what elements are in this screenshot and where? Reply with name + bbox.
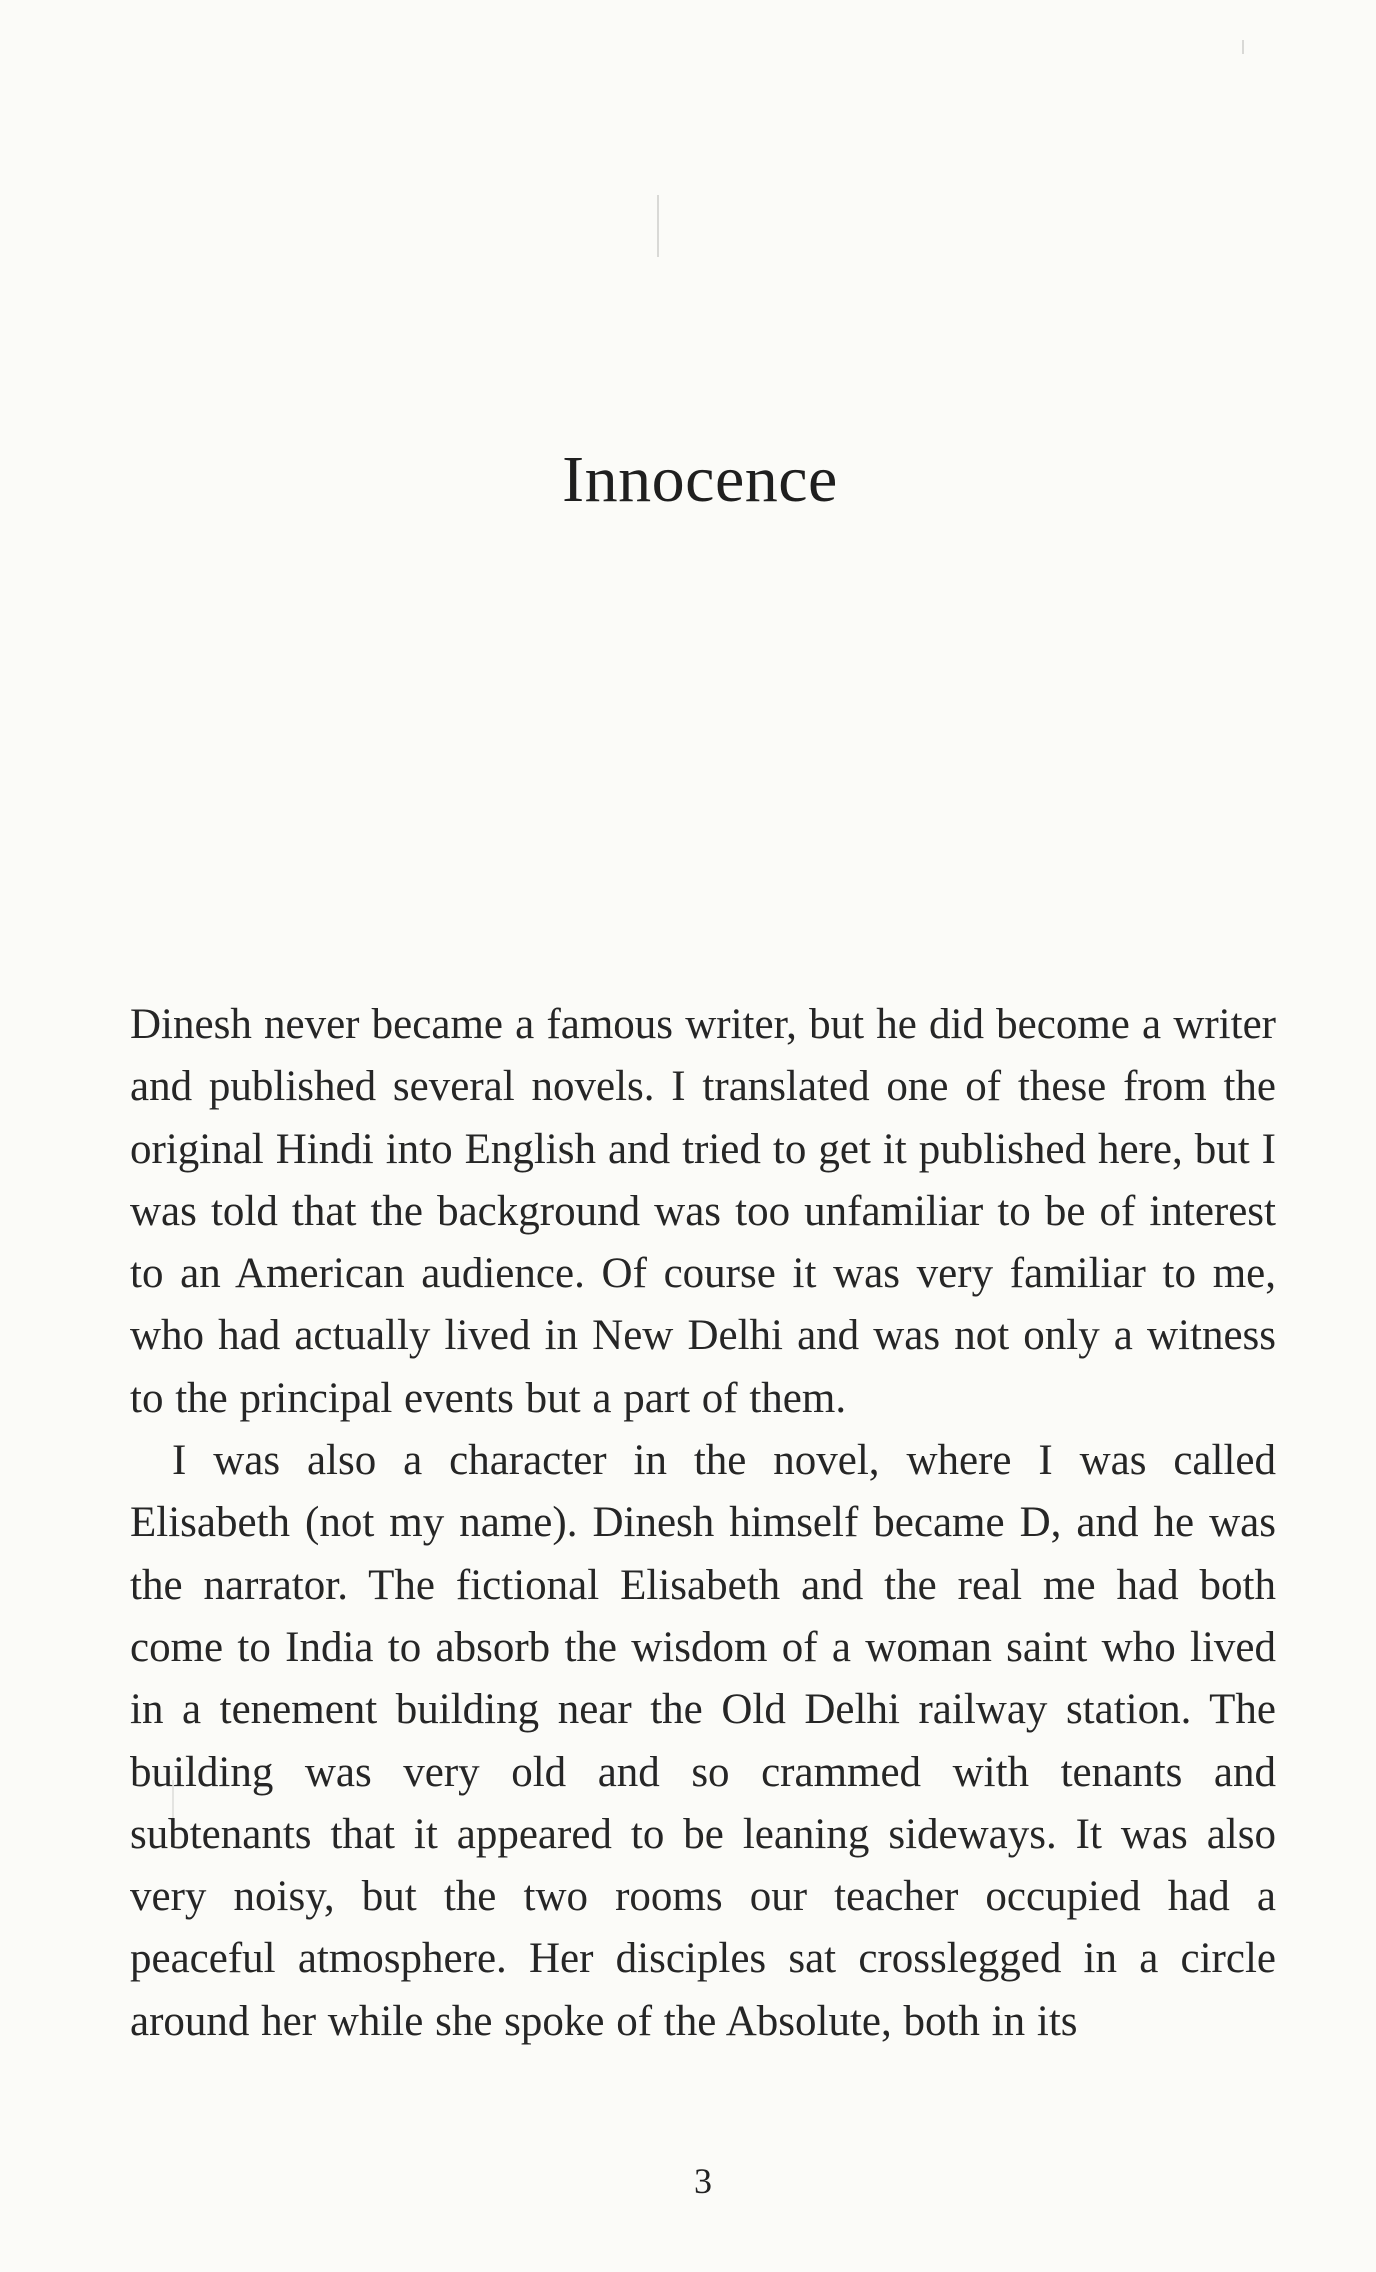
scan-artifact xyxy=(1242,40,1244,54)
chapter-body xyxy=(130,994,1276,2053)
paragraph: I was also a character in the novel, where I was called Elisabeth (not my name). Dinesh himself became D, and he was the narrator. The fictional Elisabeth and the real me had both come to India to absorb the wisdom of a woman saint who lived in a tenement building near the Old Delhi railway station. The building was very old and so crammed with tenants and subtenants that it appeared to be leaning sideways. It was also very noisy, but the two rooms our teacher occupied had a peaceful atmosphere. Her disciples sat crosslegged in a circle around her while she spoke of the Absolute, both in its xyxy=(130,1437,1276,2045)
page-number: 3 xyxy=(694,2161,712,2201)
scan-artifact xyxy=(657,195,659,257)
chapter-title: Innocence xyxy=(562,443,838,516)
paragraph: Dinesh never became a famous writer, but he did become a writer and published several novels. I translated one of these from the original Hindi into English and tried to get it published here, but I was told that the background was too unfamiliar to be of interest to an American audience. Of course it was very familiar to me, who had actually lived in New Delhi and was not only a witness to the principal events but a part of them. xyxy=(130,1001,1276,1422)
